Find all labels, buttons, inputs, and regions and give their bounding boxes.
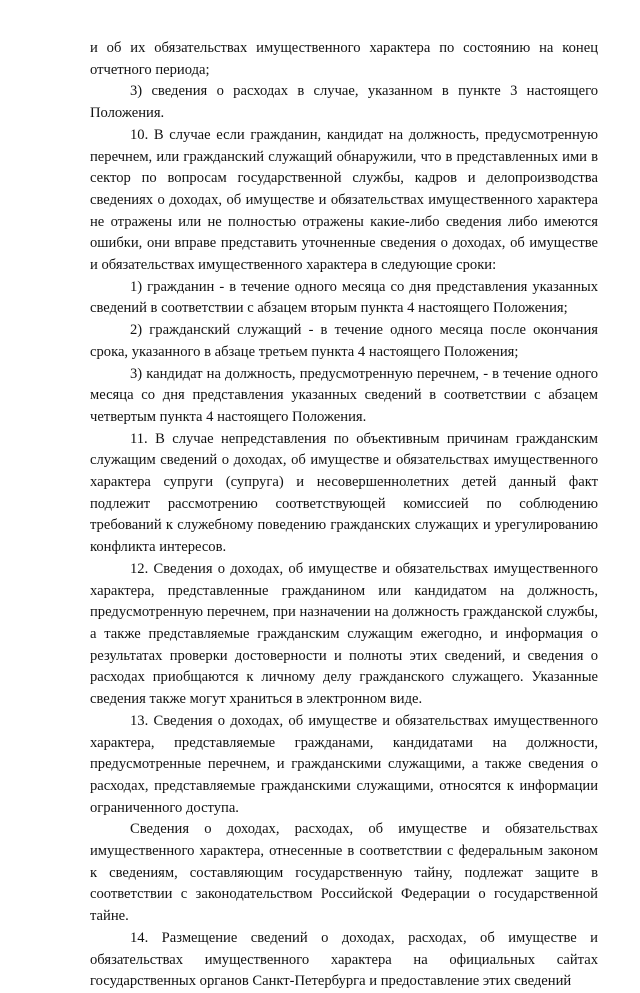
paragraph-continuation: и об их обязательствах имущественного характера по состоянию на конец отчетного периода; xyxy=(90,40,598,78)
paragraph-12: 12. Сведения о доходах, об имуществе и обязательствах имущественного характера, представленные гражданином или кандидатом на должность, предусмотренную перечнем, при назначении на должность гражданской службы, а также представляемые гражданским служащим ежегодно, и информация о результатах проверки достоверности и полноты этих сведений, и сведения о расходах приобщаются к личному делу гражданского служащего. Указанные сведения также могут храниться в электронном виде. xyxy=(90,560,598,708)
paragraph-13: 13. Сведения о доходах, об имуществе и обязательствах имущественного характера, представляемые гражданами, кандидатами на должности, предусмотренные перечнем, и гражданскими служащими, а также сведения о расходах, представляемые гражданскими служащими, относятся к информации ограниченного доступа. xyxy=(90,712,598,816)
paragraph-10-item-2: 2) гражданский служащий - в течение одного месяца после окончания срока, указанного в абзаце третьем пункта 4 настоящего Положения; xyxy=(90,322,598,360)
paragraph-item-3-expenses: 3) сведения о расходах в случае, указанном в пункте 3 настоящего Положения. xyxy=(90,83,598,122)
paragraph-10-item-3: 3) кандидат на должность, предусмотренную перечнем, - в течение одного месяца со дня представления указанных сведений в соответствии с абзацем четвертым пункта 4 настоящего Положения. xyxy=(90,365,598,425)
paragraph-13-state-secret: Сведения о доходах, расходах, об имуществе и обязательствах имущественного характера, отнесенные в соответствии с федеральным законом к сведениям, составляющим государственную тайну, подлежат защите в соответствии с законодательством Российской Федерации о государственной тайне. xyxy=(90,821,598,925)
paragraph-14: 14. Размещение сведений о доходах, расходах, об имуществе и обязательствах имущественного характера на официальных сайтах государственных органов Санкт-Петербурга и предоставление этих сведений xyxy=(90,929,598,990)
paragraph-10-item-1: 1) гражданин - в течение одного месяца со дня представления указанных сведений в соответствии с абзацем вторым пункта 4 настоящего Положения; xyxy=(90,278,598,317)
document-body xyxy=(90,38,598,993)
paragraph-10: 10. В случае если гражданин, кандидат на должность, предусмотренную перечнем, или гражданский служащий обнаружили, что в представленных ими в сектор по вопросам государственной службы, кадров и делопроизводства сведениях о доходах, об имуществе и обязательствах имущественного характера не отражены или не полностью отражены какие-либо сведения либо имеются ошибки, они вправе представить уточненные сведения о доходах, об имуществе и обязательствах имущественного характера в следующие сроки: xyxy=(90,126,598,274)
paragraph-11: 11. В случае непредставления по объективным причинам гражданским служащим сведений о доходах, об имуществе и обязательствах имущественного характера супруги (супруга) и несовершеннолетних детей данный факт подлежит рассмотрению соответствующей комиссией по соблюдению требований к служебному поведению гражданских служащих и урегулированию конфликта интересов. xyxy=(90,430,598,556)
